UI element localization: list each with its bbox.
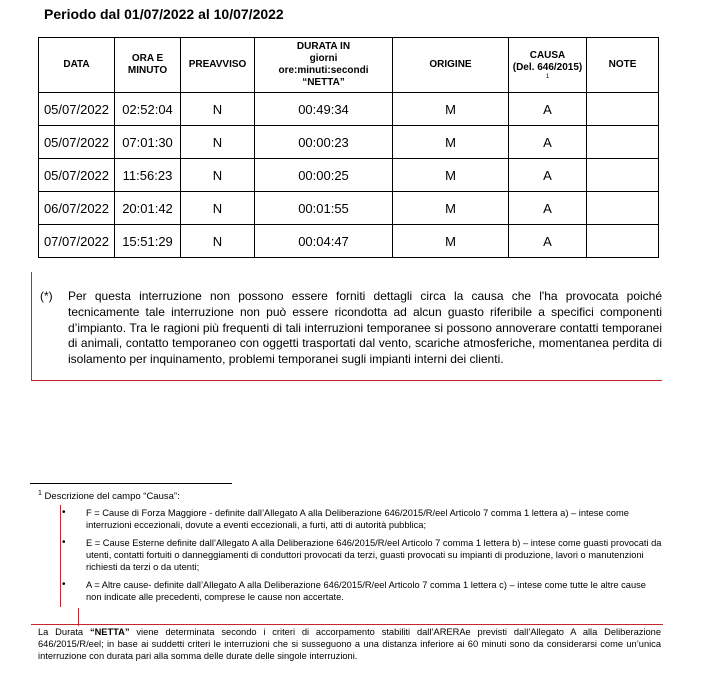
cell-origine: M <box>393 159 509 192</box>
cell-preavviso: N <box>181 192 255 225</box>
cell-data: 05/07/2022 <box>39 93 115 126</box>
footnote-marker: 1 <box>38 490 42 497</box>
cell-preavviso: N <box>181 126 255 159</box>
cell-durata: 00:04:47 <box>255 225 393 258</box>
cell-ora: 20:01:42 <box>115 192 181 225</box>
cell-note <box>587 225 659 258</box>
note-text: Per questa interruzione non possono essere forniti dettagli circa la causa che l'ha provocata poiché tecnicamente tale interruzione non può essere ricondotta ad alcun guasto riferibile a specifici componenti d’impianto. Tra le ragioni più frequenti di tali interruzioni temporanee si possono annoverare contatti temporanei di animali, contatto temporaneo con oggetti trasportati dal vento, scariche atmosferiche, momentanea perdita di isolamento per inquinamento, problemi temporanei sugli impianti interni dei clienti. <box>68 289 662 367</box>
cell-data: 06/07/2022 <box>39 192 115 225</box>
footnote-intro <box>38 490 180 502</box>
table-header-row <box>39 38 659 93</box>
list-item-text: A = Altre cause- definite dall’Allegato A alla Deliberazione 646/2015/R/eel Articolo 7 comma 1 lettera c) – intese come tutte le altre cause non indicate alle precedenti, comprese le cause non accertate. <box>86 580 646 602</box>
table-row <box>39 159 659 192</box>
netta-definition: La Durata “NETTA” viene determinata secondo i criteri di accorpamento stabiliti dall’ARERAe previsti dall’Allegato A alla Deliberazione 646/2015/R/eel; in base ai suddetti criteri le interruzioni che si susseguono a una distanza inferiore ai 60 minuti sono da considerarsi come un’unica interruzione con durata pari alla somma delle durate delle singole interruzioni. <box>38 627 661 661</box>
table-row <box>39 192 659 225</box>
cell-causa: A <box>509 159 587 192</box>
cell-durata: 00:49:34 <box>255 93 393 126</box>
cell-durata: 00:00:25 <box>255 159 393 192</box>
cell-note <box>587 126 659 159</box>
bullet-icon: • <box>62 507 66 518</box>
cell-data: 05/07/2022 <box>39 126 115 159</box>
bullet-icon: • <box>62 537 66 548</box>
cell-origine: M <box>393 192 509 225</box>
cell-durata: 00:00:23 <box>255 126 393 159</box>
footnote-intro-text: Descrizione del campo “Causa”: <box>44 491 180 503</box>
cell-note <box>587 93 659 126</box>
interruptions-table <box>38 37 659 258</box>
causa-description-list <box>62 507 662 609</box>
period-title: Periodo dal 01/07/2022 al 10/07/2022 <box>44 6 284 22</box>
cell-causa: A <box>509 225 587 258</box>
note-mark: (*) <box>40 289 53 303</box>
interruption-note <box>31 272 662 381</box>
cell-note <box>587 192 659 225</box>
cell-preavviso: N <box>181 225 255 258</box>
cell-preavviso: N <box>181 159 255 192</box>
cell-ora: 07:01:30 <box>115 126 181 159</box>
list-item <box>62 537 662 573</box>
list-item <box>62 579 662 603</box>
table-row <box>39 93 659 126</box>
bullet-icon: • <box>62 579 66 590</box>
cell-causa: A <box>509 93 587 126</box>
cell-ora: 15:51:29 <box>115 225 181 258</box>
cell-data: 07/07/2022 <box>39 225 115 258</box>
cell-note <box>587 159 659 192</box>
cell-causa: A <box>509 126 587 159</box>
header-durata: DURATA IN giorni ore:minuti:secondi “NETTA” <box>255 38 393 93</box>
cell-causa: A <box>509 192 587 225</box>
cell-origine: M <box>393 93 509 126</box>
list-item-text: E = Cause Esterne definite dall’Allegato A alla Deliberazione 646/2015/R/eel Articolo 7 comma 1 lettera b) – intese come guasti provocati da utenti, contatti fortuiti o danneggiamenti di conduttori provocati da terzi, guasti provocati su impianti di produzione, lavori o manutenzioni richiesti da terzi o da utenti; <box>86 538 662 572</box>
netta-keyword: “NETTA” <box>89 627 130 637</box>
cell-ora: 11:56:23 <box>115 159 181 192</box>
header-origine: ORIGINE <box>393 38 509 93</box>
cell-data: 05/07/2022 <box>39 159 115 192</box>
list-item-text: F = Cause di Forza Maggiore - definite dall’Allegato A alla Deliberazione 646/2015/R/eel Articolo 7 comma 1 lettera a) – intese come interruzioni eccezionali, dovute a eventi eccezionali, a furti, atti di autorità pubblica; <box>86 508 629 530</box>
footnote-margin-line <box>60 505 61 607</box>
list-item <box>62 507 662 531</box>
header-causa: CAUSA (Del. 646/2015) 1 <box>509 38 587 93</box>
cell-ora: 02:52:04 <box>115 93 181 126</box>
header-preavviso: PREAVVISO <box>181 38 255 93</box>
header-data: DATA <box>39 38 115 93</box>
header-ora-minuto: ORA E MINUTO <box>115 38 181 93</box>
cell-preavviso: N <box>181 93 255 126</box>
cell-origine: M <box>393 126 509 159</box>
netta-separator <box>31 624 663 625</box>
table-row <box>39 225 659 258</box>
header-note: NOTE <box>587 38 659 93</box>
cell-origine: M <box>393 225 509 258</box>
table-row <box>39 126 659 159</box>
cell-durata: 00:01:55 <box>255 192 393 225</box>
footnote-separator <box>30 483 232 484</box>
